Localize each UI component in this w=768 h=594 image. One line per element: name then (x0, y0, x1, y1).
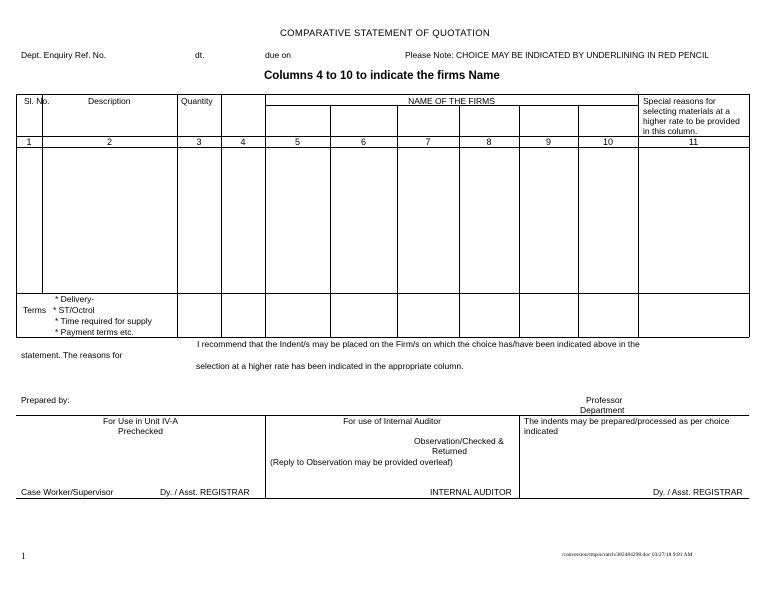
col-number: 11 (688, 137, 699, 147)
dy-registrar-signature: Dy. / Asst. REGISTRAR (653, 487, 743, 497)
footer-bottom-border (16, 498, 749, 499)
col-number: 3 (196, 137, 202, 147)
col-border-left (16, 94, 17, 337)
col-number: 2 (106, 137, 112, 147)
firms-header: NAME OF THE FIRMS (408, 96, 495, 106)
footer-divider-1 (265, 415, 266, 498)
numbers-row-border (16, 147, 749, 148)
unit-use-label: For Use in Unit IV-A (102, 416, 179, 426)
please-note: Please Note: CHOICE MAY BE INDICATED BY UNDERLINING IN RED PENCIL (405, 50, 710, 60)
recommend-reasons: statement. The reasons for (21, 350, 123, 360)
case-worker-signature: Case Worker/Supervisor (21, 487, 114, 497)
footer-divider-2 (519, 415, 520, 498)
col-border-1 (42, 94, 43, 293)
page-title: COMPARATIVE STATEMENT OF QUOTATION (280, 28, 491, 39)
col-header-description: Description (88, 96, 131, 106)
col-number: 6 (360, 137, 366, 147)
returned-label: Returned (432, 446, 467, 456)
col-number: 10 (602, 137, 613, 147)
body-bottom-border (16, 293, 749, 294)
prechecked-label: Prechecked (118, 426, 163, 436)
col-number: 8 (486, 137, 492, 147)
recommend-line-1: I recommend that the Indent/s may be placed on the Firm/s on which the choice has/have been indicated above in the (197, 339, 640, 349)
prepared-by: Prepared by: (21, 395, 70, 405)
indicated-label: indicated (524, 426, 559, 436)
col-number: 7 (425, 137, 431, 147)
table-top-border (16, 94, 749, 95)
col-number: 5 (294, 137, 300, 147)
col-number: 1 (26, 137, 32, 147)
col-number: 9 (545, 137, 551, 147)
col-border-2 (177, 94, 178, 337)
recommend-line-2: selection at a higher rate has been indicated in the appropriate column. (196, 361, 464, 371)
due-on-label: due on (265, 50, 291, 60)
file-path-footer: /conversion/tmp/scratch/382484298.doc 03/27/18 9:01 AM (562, 552, 693, 558)
col-border-3 (221, 94, 222, 337)
subtitle: Columns 4 to 10 to indicate the firms Name (264, 70, 500, 82)
terms-item: * Time required for supply (55, 316, 152, 326)
reply-note: (Reply to Observation may be provided overleaf) (270, 457, 453, 467)
dy-registrar-signature: Dy. / Asst. REGISTRAR (160, 487, 250, 497)
professor-label: Professor (586, 395, 623, 405)
col-border-4 (265, 94, 266, 337)
observation-label: Observation/Checked & (414, 436, 504, 446)
col-header-sl: Sl. No. (24, 96, 50, 106)
department-label: Department (580, 405, 625, 415)
dept-ref-label: Dept. Enquiry Ref. No. (21, 50, 107, 60)
col-number: 4 (240, 137, 246, 147)
col-border-right (749, 94, 750, 337)
internal-auditor-use-label: For use of Internal Auditor (343, 416, 441, 426)
terms-item: * Payment terms etc. (55, 327, 134, 337)
col-header-quantity: Quantity (181, 96, 213, 106)
special-reasons-header: Special reasons for selecting materials at a higher rate to be provided in this column. (643, 96, 740, 136)
terms-item: * ST/Octrol (53, 305, 95, 315)
terms-item: * Delivery- (55, 294, 95, 304)
page-number: 1 (21, 551, 26, 561)
internal-auditor-signature: INTERNAL AUDITOR (430, 487, 512, 497)
terms-label: Terms (23, 305, 47, 315)
terms-bottom-border (16, 337, 749, 338)
indents-note: The indents may be prepared/processed as per choice (524, 416, 730, 426)
col-border-10 (638, 94, 639, 337)
date-label: dt. (195, 50, 205, 60)
